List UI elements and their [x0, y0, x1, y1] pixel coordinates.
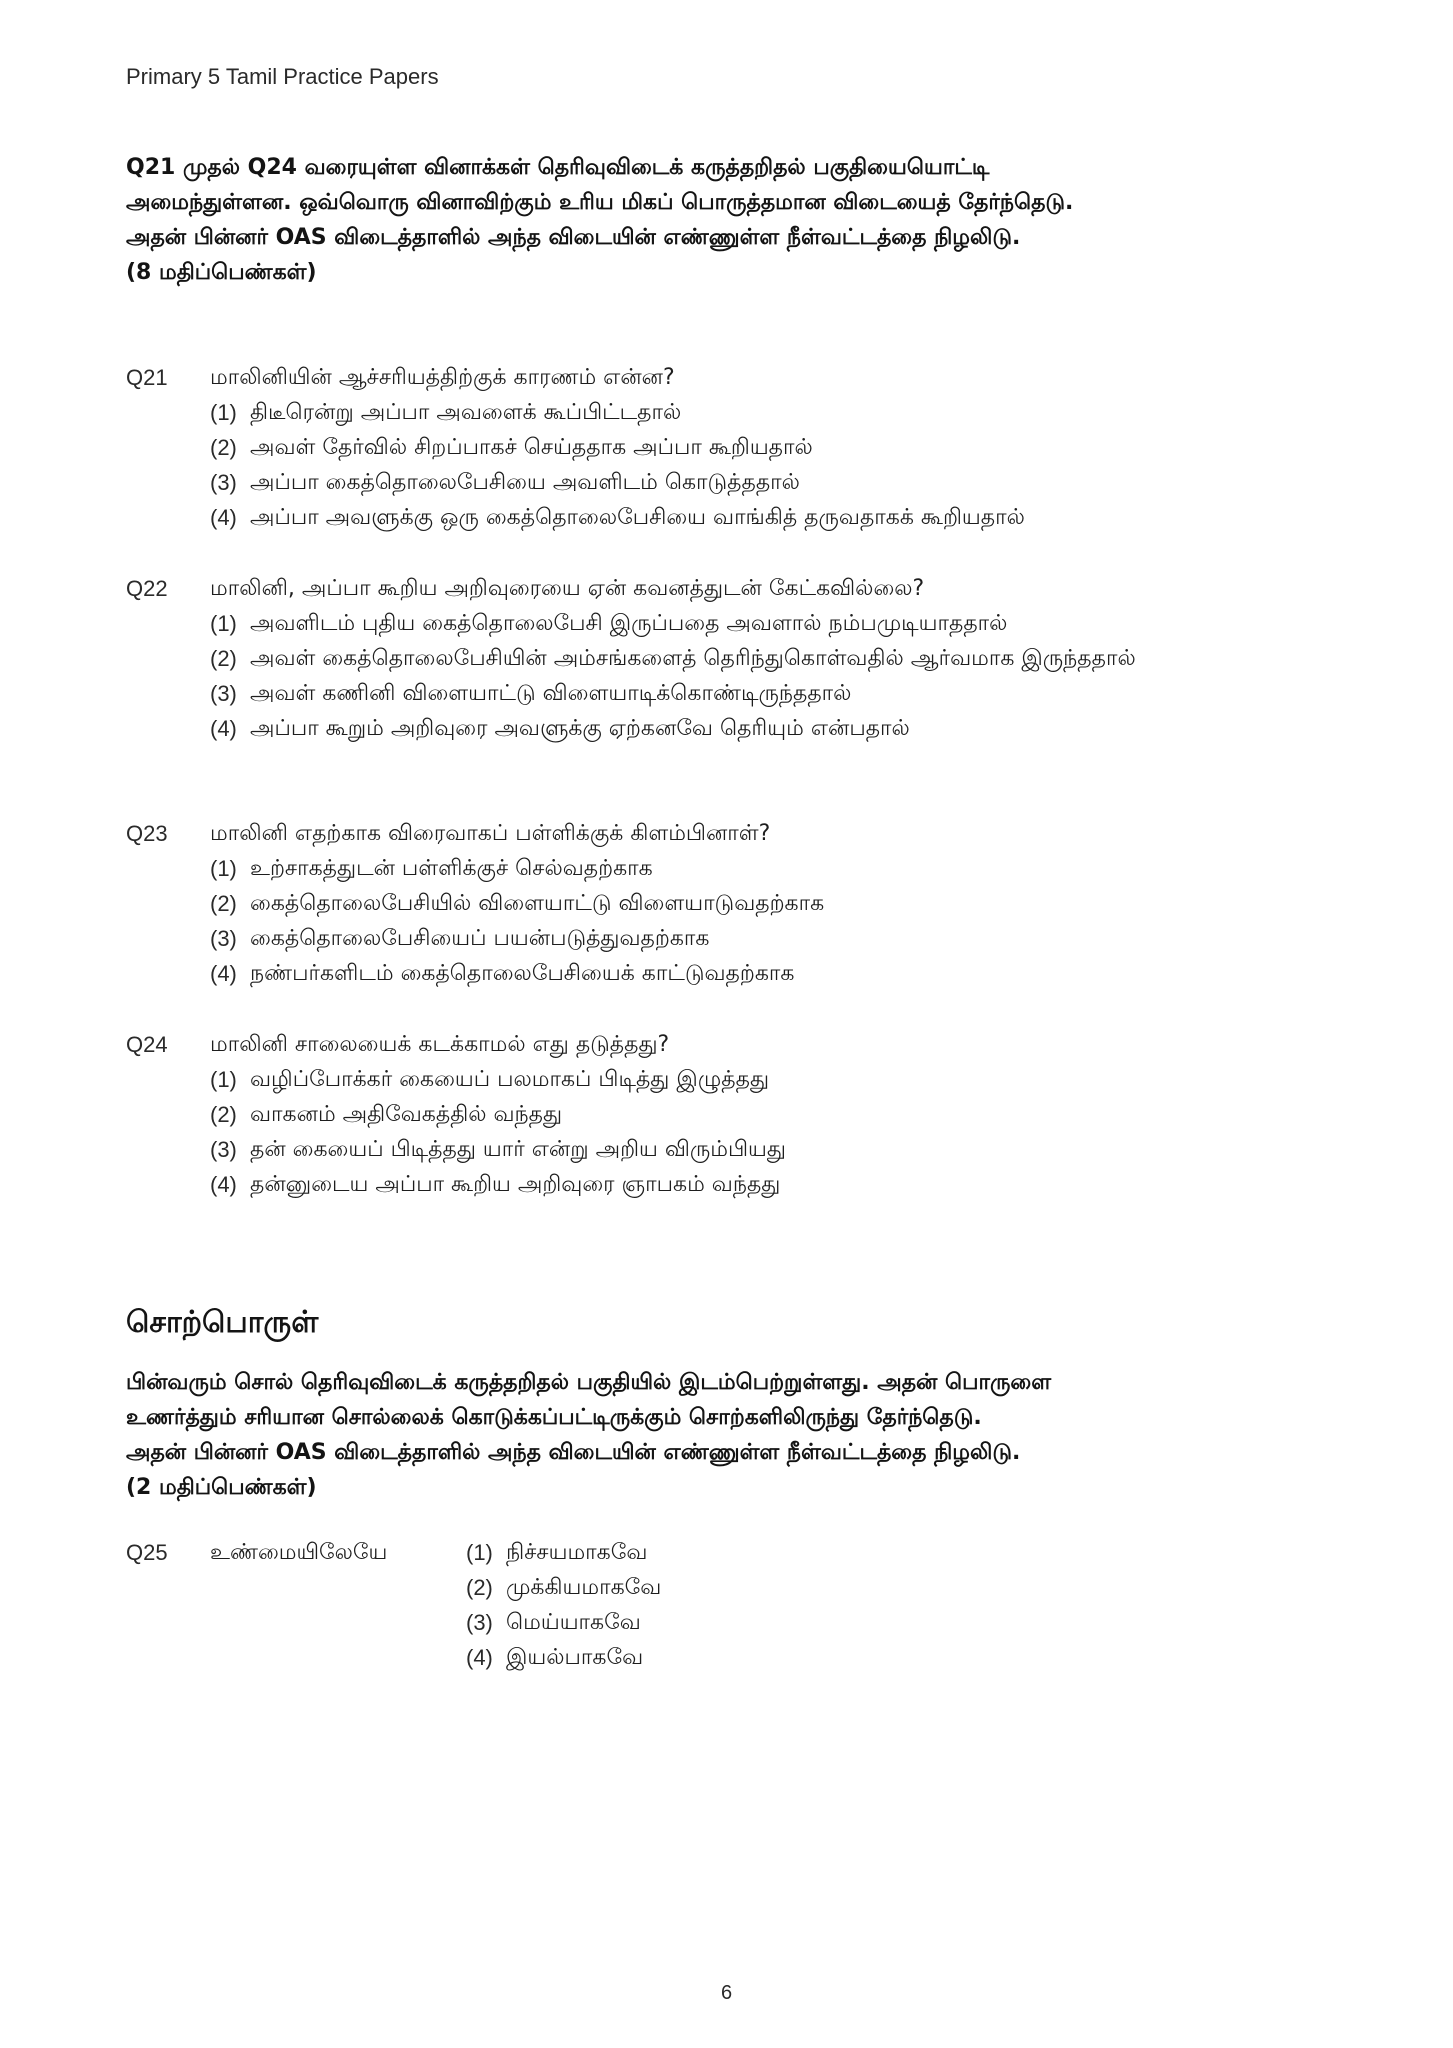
instruction-marks: (8 மதிப்பெண்கள்) [126, 260, 317, 285]
option-text: வழிப்போக்கர் கையைப் பலமாகப் பிடித்து இழுத்தது [250, 1067, 770, 1092]
instruction-line: அமைந்துள்ளன. ஒவ்வொரு வினாவிற்கும் உரிய மிகப் பொருத்தமான விடையைத் தேர்ந்தெடு. [126, 190, 1074, 215]
option-text: அப்பா அவளுக்கு ஒரு கைத்தொலைபேசியை வாங்கித் தருவதாகக் கூறியதால் [250, 505, 1025, 530]
option-number: (3) [210, 926, 237, 951]
question-text: மாலினி, அப்பா கூறிய அறிவுரையை ஏன் கவனத்துடன் கேட்கவில்லை? [210, 576, 925, 601]
option-number: (2) [210, 1102, 237, 1127]
section-instructions [126, 1365, 1326, 1505]
vocabulary-word: உண்மையிலேயே [210, 1540, 388, 1565]
option-list [210, 395, 1326, 535]
question-number: Q25 [126, 1540, 168, 1565]
instruction-line: அதன் பின்னர் OAS விடைத்தாளில் அந்த விடையின் எண்ணுள்ள நீள்வட்டத்தை நிழலிடு. [126, 225, 1021, 250]
answer-option [210, 395, 1326, 430]
answer-option [210, 1062, 1326, 1097]
answer-option [210, 606, 1326, 641]
question-number: Q24 [126, 1032, 168, 1057]
option-number: (3) [210, 470, 237, 495]
answer-option [466, 1605, 661, 1640]
option-text: தன்னுடைய அப்பா கூறிய அறிவுரை ஞாபகம் வந்தது [250, 1172, 781, 1197]
instruction-line: அதன் பின்னர் OAS விடைத்தாளில் அந்த விடையின் எண்ணுள்ள நீள்வட்டத்தை நிழலிடு. [126, 1440, 1021, 1465]
section-heading: சொற்பொருள் [126, 1305, 319, 1340]
answer-option [466, 1535, 661, 1570]
option-list [210, 1062, 1326, 1202]
option-number: (4) [210, 716, 237, 741]
option-text: நண்பர்களிடம் கைத்தொலைபேசியைக் காட்டுவதற்காக [250, 961, 795, 986]
answer-option [210, 465, 1326, 500]
section-instructions [126, 150, 1326, 290]
instruction-line: Q21 முதல் Q24 வரையுள்ள வினாக்கள் தெரிவுவிடைக் கருத்தறிதல் பகுதியையொட்டி [126, 155, 990, 180]
option-number: (4) [210, 1172, 237, 1197]
answer-option [210, 1097, 1326, 1132]
option-text: நிச்சயமாகவே [506, 1540, 648, 1565]
instruction-marks: (2 மதிப்பெண்கள்) [126, 1475, 317, 1500]
answer-option [210, 921, 1326, 956]
answer-option [210, 956, 1326, 991]
option-list [210, 606, 1326, 746]
option-number: (2) [210, 646, 237, 671]
option-text: முக்கியமாகவே [506, 1575, 662, 1600]
option-text: அவளிடம் புதிய கைத்தொலைபேசி இருப்பதை அவளால் நம்பமுடியாததால் [250, 611, 1008, 636]
question-number: Q22 [126, 576, 168, 601]
option-text: அவள் கணினி விளையாட்டு விளையாடிக்கொண்டிருந்ததால் [250, 681, 852, 706]
option-list [466, 1535, 661, 1675]
question-number: Q23 [126, 821, 168, 846]
option-text: கைத்தொலைபேசியில் விளையாட்டு விளையாடுவதற்காக [250, 891, 825, 916]
option-text: தன் கையைப் பிடித்தது யார் என்று அறிய விரும்பியது [250, 1137, 786, 1162]
question-q22 [126, 571, 1326, 746]
option-number: (1) [210, 611, 237, 636]
question-q21 [126, 360, 1326, 535]
answer-option [210, 1167, 1326, 1202]
page-number: 6 [720, 1982, 733, 2004]
option-text: இயல்பாகவே [506, 1645, 644, 1670]
answer-option [210, 851, 1326, 886]
option-text: கைத்தொலைபேசியைப் பயன்படுத்துவதற்காக [250, 926, 710, 951]
running-header: Primary 5 Tamil Practice Papers [126, 64, 439, 89]
option-number: (3) [210, 1137, 237, 1162]
option-text: அவள் தேர்வில் சிறப்பாகச் செய்ததாக அப்பா கூறியதால் [250, 435, 813, 460]
option-number: (1) [210, 400, 237, 425]
answer-option [210, 886, 1326, 921]
option-text: திடீரென்று அப்பா அவளைக் கூப்பிட்டதால் [250, 400, 682, 425]
option-text: அப்பா கைத்தொலைபேசியை அவளிடம் கொடுத்ததால் [250, 470, 800, 495]
option-number: (3) [466, 1610, 493, 1635]
option-text: மெய்யாகவே [506, 1610, 641, 1635]
question-q23 [126, 816, 1326, 991]
answer-option [210, 1132, 1326, 1167]
question-q25 [126, 1535, 661, 1675]
option-number: (4) [466, 1645, 493, 1670]
option-list [210, 851, 1326, 991]
option-text: அப்பா கூறும் அறிவுரை அவளுக்கு ஏற்கனவே தெரியும் என்பதால் [250, 716, 910, 741]
option-number: (1) [466, 1540, 493, 1565]
instruction-line: பின்வரும் சொல் தெரிவுவிடைக் கருத்தறிதல் பகுதியில் இடம்பெற்றுள்ளது. அதன் பொருளை [126, 1370, 1052, 1395]
option-number: (2) [466, 1575, 493, 1600]
option-number: (4) [210, 505, 237, 530]
option-number: (4) [210, 961, 237, 986]
answer-option [466, 1570, 661, 1605]
question-text: மாலினி எதற்காக விரைவாகப் பள்ளிக்குக் கிளம்பினாள்? [210, 821, 771, 846]
answer-option [210, 500, 1326, 535]
option-text: வாகனம் அதிவேகத்தில் வந்தது [250, 1102, 563, 1127]
option-text: அவள் கைத்தொலைபேசியின் அம்சங்களைத் தெரிந்துகொள்வதில் ஆர்வமாக இருந்ததால் [250, 646, 1136, 671]
instruction-line: உணர்த்தும் சரியான சொல்லைக் கொடுக்கப்பட்டிருக்கும் சொற்களிலிருந்து தேர்ந்தெடு. [126, 1405, 982, 1430]
question-text: மாலினியின் ஆச்சரியத்திற்குக் காரணம் என்ன? [210, 365, 675, 390]
option-number: (2) [210, 435, 237, 460]
option-number: (2) [210, 891, 237, 916]
answer-option [466, 1640, 661, 1675]
option-number: (1) [210, 856, 237, 881]
answer-option [210, 676, 1326, 711]
answer-option [210, 711, 1326, 746]
question-q24 [126, 1027, 1326, 1202]
option-text: உற்சாகத்துடன் பள்ளிக்குச் செல்வதற்காக [250, 856, 653, 881]
question-number: Q21 [126, 365, 168, 390]
answer-option [210, 641, 1326, 676]
answer-option [210, 430, 1326, 465]
question-text: மாலினி சாலையைக் கடக்காமல் எது தடுத்தது? [210, 1032, 670, 1057]
option-number: (1) [210, 1067, 237, 1092]
option-number: (3) [210, 681, 237, 706]
